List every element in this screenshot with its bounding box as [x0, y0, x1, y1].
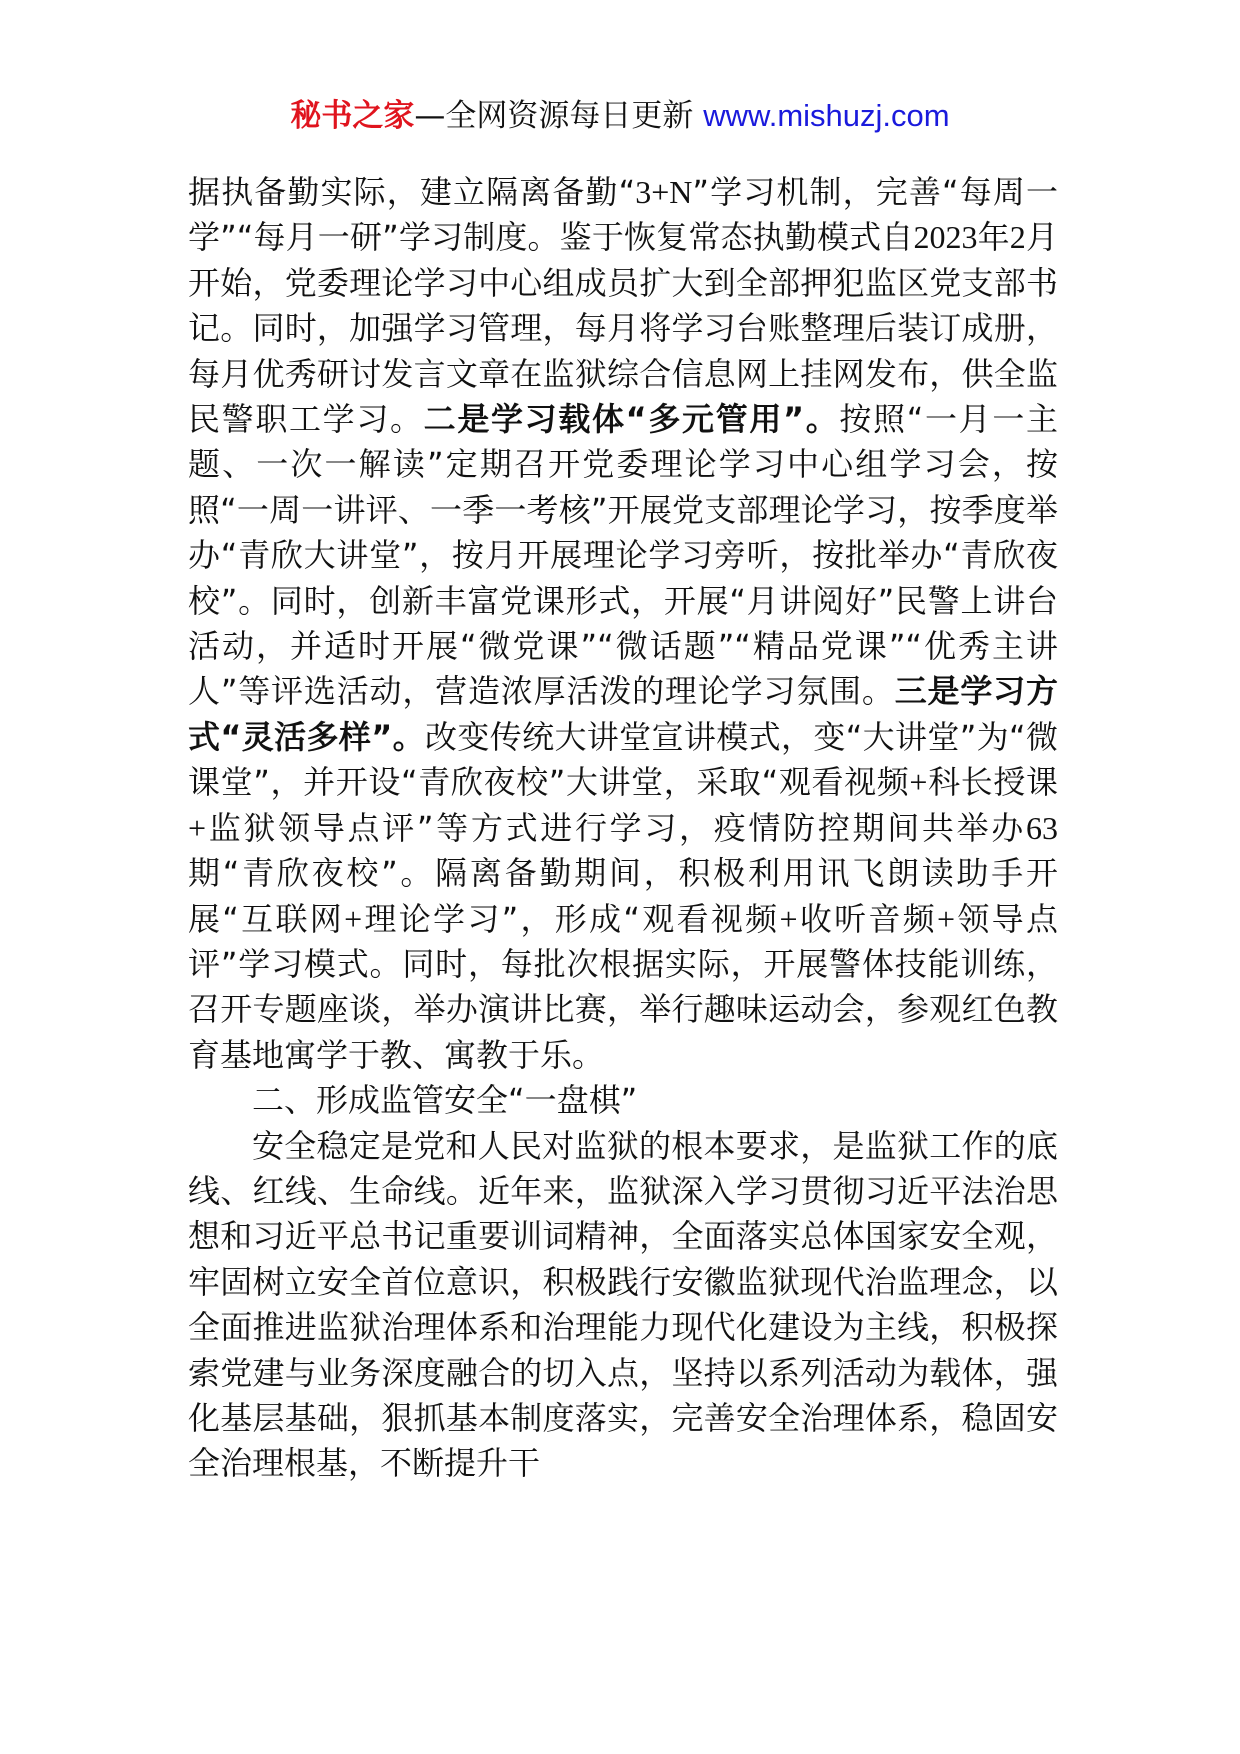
- page-header: [0, 94, 1240, 138]
- brand-name: 秘书之家: [290, 98, 415, 134]
- header-tagline: —全网资源每日更新: [414, 98, 694, 134]
- bold-point-two: 二是学习载体“多元管用”。: [423, 400, 840, 439]
- paragraph-learning: 据执备勤实际，建立隔离备勤“3+N”学习机制，完善“每周一学”“每月一研”学习制度。鉴于恢复常态执勤模式自2023年2月开始，党委理论学习中心组成员扩大到全部押犯监区党支部书记。同时，加强学习管理，每月将学习台账整理后装订成册，每月优秀研讨发言文章在监狱综合信息网上挂网发布，供全监民警职工学习。二是学习载体“多元管用”。按照“一月一主题、一次一解读”定期召开党委理论学习中心组学习会，按照“一周一讲评、一季一考核”开展党支部理论学习，按季度举办“青欣大讲堂”，按月开展理论学习旁听，按批举办“青欣夜校”。同时，创新丰富党课形式，开展“月讲阅好”民警上讲台活动，并适时开展“微党课”“微话题”“精品党课”“优秀主讲人”等评选活动，营造浓厚活泼的理论学习氛围。三是学习方式“灵活多样”。改变传统大讲堂宣讲模式，变“大讲堂”为“微课堂”，并开设“青欣夜校”大讲堂，采取“观看视频+科长授课+监狱领导点评”等方式进行学习，疫情防控期间共举办63期“青欣夜校”。隔离备勤期间，积极利用讯飞朗读助手开展“互联网+理论学习”，形成“观看视频+收听音频+领导点评”学习模式。同时，每批次根据实际，开展警体技能训练，召开专题座谈，举办演讲比赛，举行趣味运动会，参观红色教育基地寓学于教、寓教于乐。: [188, 173, 1058, 1074]
- bold-point-three: 三是学习方式“灵活多样”。: [188, 672, 1058, 756]
- paragraph-security: 安全稳定是党和人民对监狱的根本要求，是监狱工作的底线、红线、生命线。近年来，监狱深入学习贯彻习近平法治思想和习近平总书记重要训词精神，全面落实总体国家安全观，牢固树立安全首位意识，积极践行安徽监狱现代治监理念，以全面推进监狱治理体系和治理能力现代化建设为主线，积极探索党建与业务深度融合的切入点，坚持以系列活动为载体，强化基层基础，狠抓基本制度落实，完善安全治理体系，稳固安全治理根基，不断提升干: [188, 1126, 1058, 1483]
- site-url-link[interactable]: www.mishuzj.com: [703, 98, 950, 133]
- document-body: [188, 170, 1058, 1487]
- section-heading: 二、形成监管安全“一盘棋”: [252, 1081, 638, 1120]
